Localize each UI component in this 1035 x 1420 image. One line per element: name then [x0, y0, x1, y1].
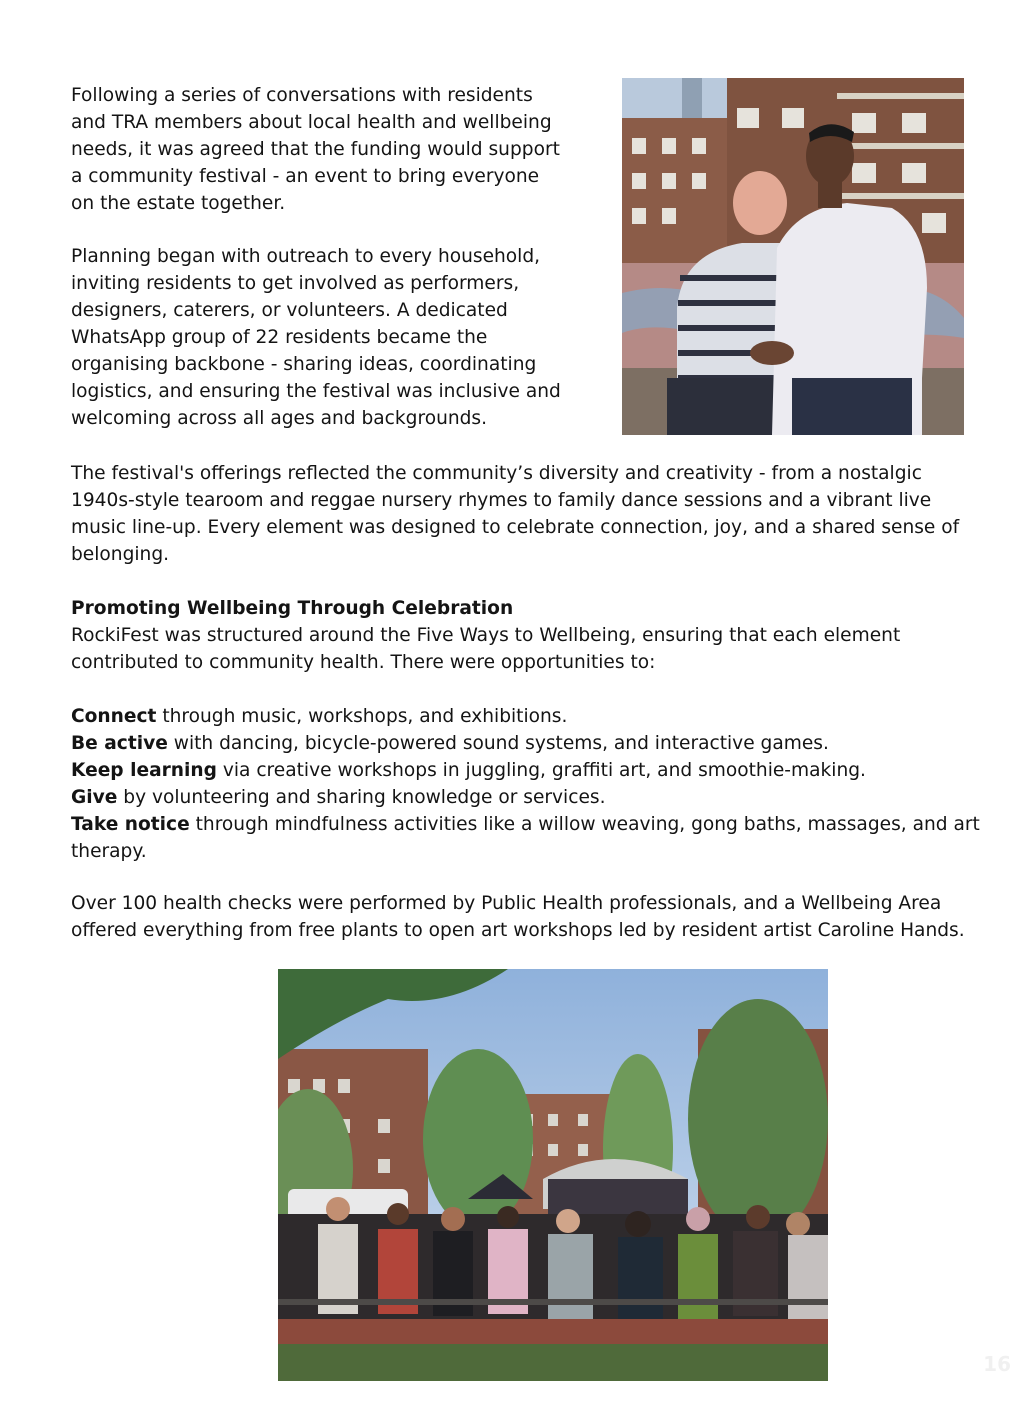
festival-offerings-paragraph: The festival's offerings reflected the community’s diversity and creativity - from a nostalgic 1940s-style tearoom and reggae nursery rhymes to family dance sessions and a vibrant live music line-up. Every element was designed to celebrate connection, joy, and a shared sense of belonging.	[71, 463, 960, 565]
section-heading: Promoting Wellbeing Through Celebration	[71, 598, 514, 619]
list-item-take-notice: Take notice through mindfulness activities like a willow weaving, gong baths, massages, and art therapy.	[71, 814, 980, 862]
intro-paragraph-2: Planning began with outreach to every household, inviting residents to get involved as performers, designers, caterers, or volunteers. A dedicated WhatsApp group of 22 residents became the organising backbone - sharing ideas, coordinating logistics, and ensuring the festival was inclusive and welcoming across all ages and backgrounds.	[71, 246, 561, 429]
two-men-photo	[622, 78, 964, 435]
list-item-give: Give by volunteering and sharing knowledge or services.	[71, 787, 606, 808]
intro-paragraph-1: Following a series of conversations with residents and TRA members about local health and wellbeing needs, it was agreed that the funding would support a community festival - an event to bring everyone on the estate together.	[71, 85, 560, 214]
list-item-be-active: Be active with dancing, bicycle-powered sound systems, and interactive games.	[71, 733, 829, 754]
list-item-connect: Connect through music, workshops, and exhibitions.	[71, 706, 568, 727]
five-ways-list	[71, 703, 991, 865]
list-item-keep-learning: Keep learning via creative workshops in juggling, graffiti art, and smoothie-making.	[71, 760, 866, 781]
section-intro: RockiFest was structured around the Five Ways to Wellbeing, ensuring that each element contributed to community health. There were opportunities to:	[71, 625, 901, 673]
closing-paragraph: Over 100 health checks were performed by Public Health professionals, and a Wellbeing Area offered everything from free plants to open art workshops led by resident artist Caroline Hands.	[71, 893, 965, 941]
festival-crowd-photo	[278, 969, 828, 1381]
page-number: 16	[983, 1352, 1011, 1376]
